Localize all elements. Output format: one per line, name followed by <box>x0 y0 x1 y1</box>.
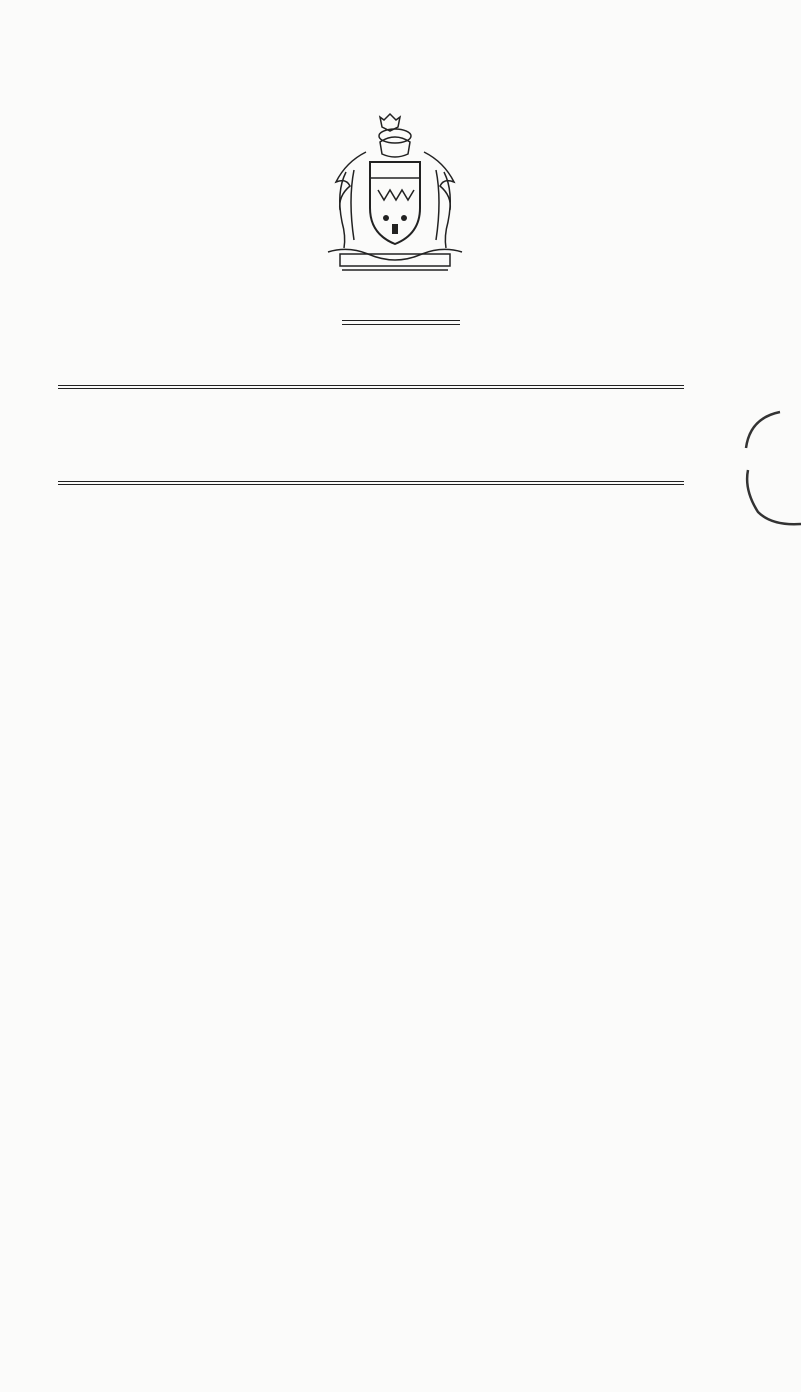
section-rule-bottom-a <box>58 481 684 482</box>
section-rule-top-a <box>58 385 684 386</box>
section-rule-top-b <box>58 388 684 389</box>
title-divider-bottom <box>342 324 460 325</box>
title-divider-top <box>342 320 460 321</box>
coat-of-arms-crest-icon <box>306 112 484 278</box>
library-stamp <box>740 410 801 560</box>
library-stamp-icon <box>740 410 801 560</box>
section-rule-bottom-b <box>58 484 684 485</box>
